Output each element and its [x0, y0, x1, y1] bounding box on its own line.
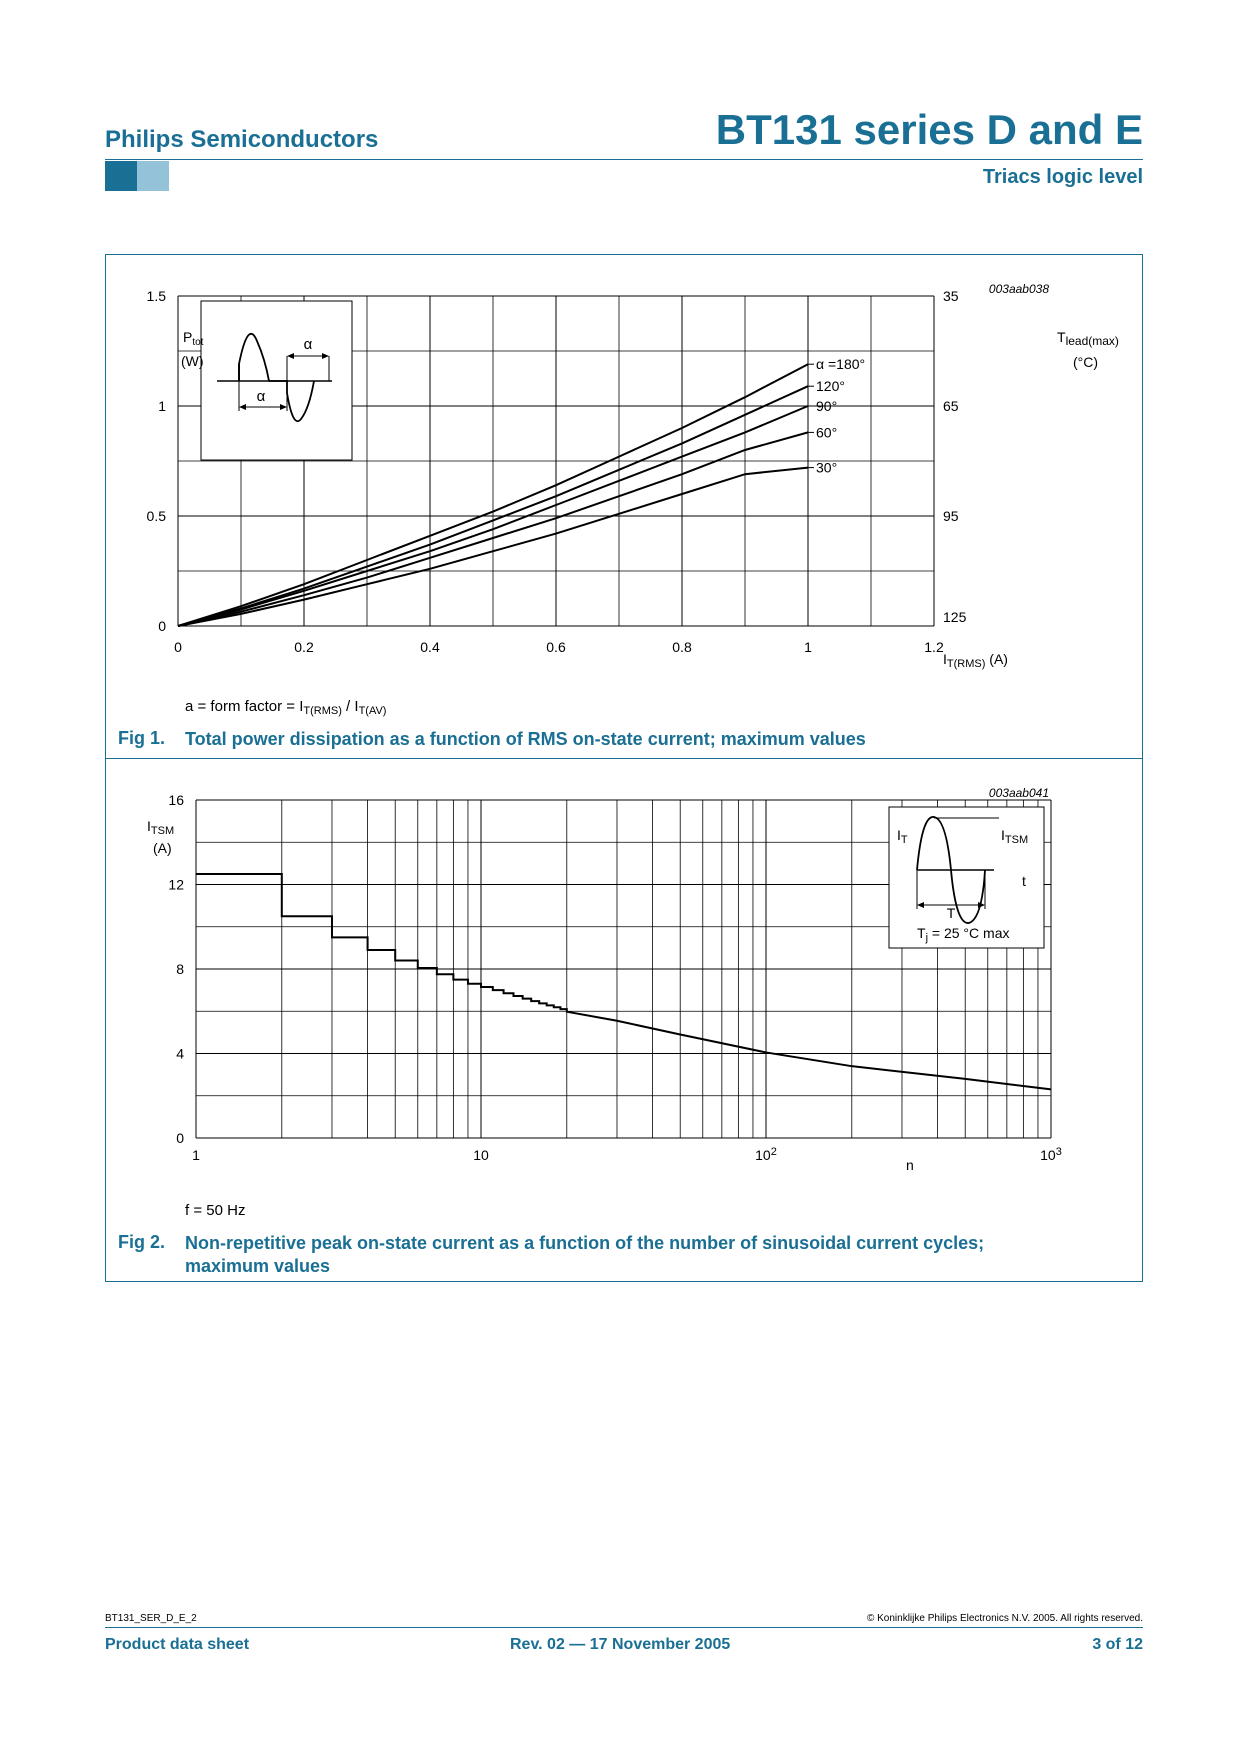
y2-tick-label: 125 [943, 609, 967, 625]
header-rule [105, 159, 1143, 160]
brand-square-light [137, 161, 169, 191]
series-label: α =180° [816, 356, 866, 373]
document-subtitle: Triacs logic level [982, 166, 1143, 188]
y-tick-label: 1 [158, 398, 166, 414]
x-tick-label: 0.6 [546, 639, 566, 655]
x-tick-label: 0.4 [420, 639, 440, 655]
inset-alpha-bottom: α [256, 388, 266, 405]
y-tick-label: 4 [176, 1045, 184, 1062]
y2-tick-label: 95 [943, 508, 959, 524]
y-axis-unit-ptot: (W) [181, 353, 204, 369]
figure-1-note: a = form factor = $I_{T(RMS)} / I_{T(AV)}$ [185, 698, 387, 717]
x-axis-label-irms: $I_{T(RMS)}$ (A) [943, 651, 1008, 670]
x-tick-label: $10^2$ [755, 1146, 777, 1163]
series-label: 90° [816, 398, 838, 414]
figure-2-caption-text: Non-repetitive peak on-state current as a function of the number of sinusoidal current cycles; maximum values [185, 1233, 985, 1276]
figure-1-ref: 003aab038 [988, 282, 1049, 296]
figure-2-note: f = 50 Hz [185, 1202, 246, 1219]
y-tick-label: 0 [158, 618, 166, 634]
inset-tj-label: $T_j = 25$ °C max [917, 925, 1010, 944]
footer-doc-type: Product data sheet [105, 1636, 250, 1653]
y-tick-label: 1.5 [146, 288, 166, 304]
figure-1-number: Fig 1. [118, 728, 166, 748]
inset-period-label: T [946, 905, 956, 921]
inset-itsm-label: $I_{TSM}$ [1001, 827, 1029, 846]
x-tick-label: 0.8 [672, 639, 692, 655]
y-axis-label-ptot: $P_{tot}$ [183, 329, 204, 348]
footer-page-number: 3 of 12 [1092, 1636, 1143, 1653]
series-label: 60° [816, 424, 838, 441]
chart-1-inset [201, 301, 352, 460]
y-axis-unit-itsm: (A) [153, 840, 172, 856]
x-tick-label: 1 [804, 639, 812, 655]
inset-it-label: $I_T$ [897, 827, 908, 846]
y-tick-label: 0 [176, 1130, 184, 1146]
y2-tick-label: 65 [943, 398, 959, 414]
y-tick-label: 0.5 [146, 508, 166, 524]
footer-doc-id: BT131_SER_D_E_2 [105, 1613, 197, 1624]
y2-axis-label-tlead: Tlead(max) [1057, 329, 1119, 348]
x-tick-label: 0 [174, 639, 182, 655]
company-name: Philips Semiconductors [105, 126, 379, 153]
figure-1-chart [105, 254, 1143, 758]
footer-rule [105, 1627, 1143, 1628]
x-tick-label: 0.2 [294, 639, 314, 655]
x-axis-label-n: n [906, 1157, 914, 1173]
x-tick-label: 1.2 [924, 639, 944, 655]
y-axis-label-itsm: $I_{TSM}$ [147, 818, 175, 837]
footer-revision: Rev. 02 — 17 November 2005 [510, 1636, 731, 1653]
y2-axis-unit: (°C) [1073, 354, 1099, 370]
y-tick-label: 16 [168, 792, 184, 808]
figure-1-caption-text: Total power dissipation as a function of RMS on-state current; maximum values [185, 729, 866, 749]
x-tick-label: 1 [192, 1147, 200, 1163]
figure-2-chart [105, 759, 1143, 1282]
brand-square-dark [105, 161, 137, 191]
x-tick-label: 10 [473, 1147, 489, 1163]
document-title: BT131 series D and E [715, 106, 1143, 153]
figure-2-ref: 003aab041 [988, 786, 1049, 800]
series-label: 120° [816, 378, 845, 395]
x-tick-label: $10^3$ [1040, 1146, 1062, 1163]
y-tick-label: 8 [176, 961, 184, 977]
chart-2-inset [889, 807, 1044, 948]
footer-copyright: © Koninklijke Philips Electronics N.V. 2005. All rights reserved. [866, 1613, 1143, 1624]
inset-alpha-top: α [303, 336, 313, 353]
y2-tick-label: 35 [943, 288, 959, 304]
series-label: 30° [816, 459, 838, 476]
figure-2-number: Fig 2. [118, 1232, 166, 1252]
inset-t-label: t [1022, 873, 1026, 889]
y-tick-label: 12 [168, 876, 184, 893]
